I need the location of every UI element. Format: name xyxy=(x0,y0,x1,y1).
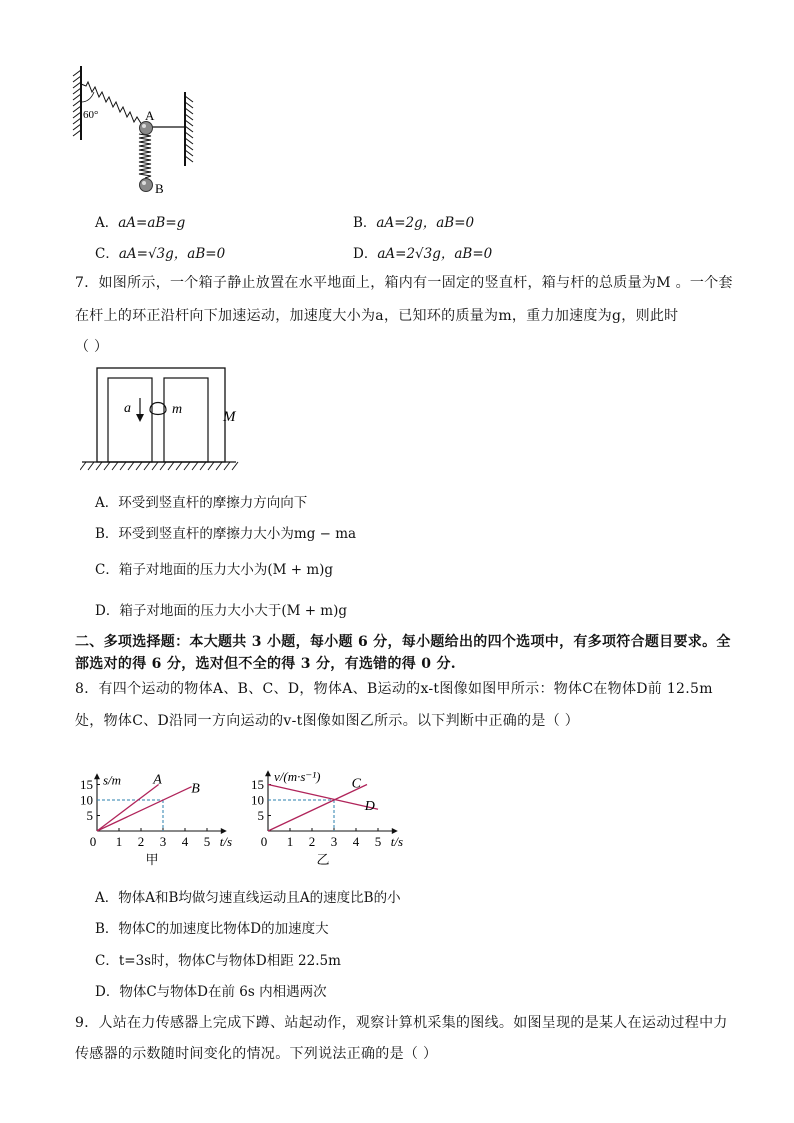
q8-option-b[interactable]: B．物体C的加速度比物体D的加速度大 xyxy=(95,921,329,937)
ball-b xyxy=(140,179,153,192)
q7-option-c[interactable]: C．箱子对地面的压力大小为(M + m)g xyxy=(95,562,334,578)
ball-a xyxy=(140,122,153,135)
q6-option-d[interactable]: D．aA=2√3g，aB=0 xyxy=(353,246,493,262)
x-tick-label: 2 xyxy=(137,834,145,849)
series-label-c: C xyxy=(351,776,361,792)
section-2-heading-line-1: 二、多项选择题：本大题共 3 小题，每小题 6 分，每小题给出的四个选项中，有多项符合题目要求。全 xyxy=(75,634,731,650)
q7-option-d[interactable]: D．箱子对地面的压力大小大于(M + m)g xyxy=(95,603,348,619)
series-label-b: B xyxy=(191,781,200,797)
chart-yi xyxy=(250,742,410,867)
q6-figure xyxy=(68,62,203,198)
x-tick-label: 5 xyxy=(203,834,211,849)
y-tick-label: 10 xyxy=(80,792,93,808)
chart-caption: 乙 xyxy=(316,852,330,867)
y-axis-label: s/m xyxy=(103,772,122,788)
q7-box-mass-label: M xyxy=(223,409,236,425)
x-tick-label: 5 xyxy=(374,834,382,849)
series-line-a xyxy=(97,785,159,832)
q7-stem-line-3: （ ） xyxy=(75,339,109,355)
x-axis-label: t/s xyxy=(390,834,404,849)
q6-option-b[interactable]: B．aA=2g，aB=0 xyxy=(353,215,475,231)
q9-stem-line-1: 9．人站在力传感器上完成下蹲、站起动作，观察计算机采集的图线。如图呈现的是某人在运动过程中力 xyxy=(75,1015,728,1031)
x-tick-label: 1 xyxy=(286,834,294,849)
chart-caption: 甲 xyxy=(145,852,159,867)
q7-option-a[interactable]: A．环受到竖直杆的摩擦力方向向下 xyxy=(95,495,308,511)
x-tick-label: 4 xyxy=(181,834,189,849)
x-tick-label: 3 xyxy=(159,834,167,849)
q7-ring-mass-label: m xyxy=(172,402,183,417)
x-tick-label: 3 xyxy=(330,834,338,849)
q7-stem-line-2: 在杆上的环正沿杆向下加速运动，加速度大小为a，已知环的质量为m，重力加速度为g，则此时 xyxy=(75,308,679,324)
series-label-a: A xyxy=(153,772,162,788)
y-tick-label: 15 xyxy=(80,777,93,792)
chart-jia xyxy=(80,742,240,867)
section-2-heading-line-2: 部选对的得 6 分，选对但不全的得 3 分，有选错的得 0 分. xyxy=(75,656,456,672)
q7-box-figure xyxy=(80,364,250,479)
q6-option-a[interactable]: A．aA=aB=g xyxy=(95,215,186,231)
y-axis-arrow xyxy=(94,773,100,779)
y-tick-label: 10 xyxy=(251,792,264,808)
y-axis-arrow xyxy=(265,770,271,776)
series-line-b xyxy=(97,787,192,831)
q8-stem-line-2: 处，物体C、D沿同一方向运动的v-t图像如图乙所示。以下判断中正确的是（ ） xyxy=(75,713,580,729)
x-tick-label: 0 xyxy=(89,834,97,849)
series-label-d: D xyxy=(364,798,375,814)
x-tick-label: 0 xyxy=(260,834,268,849)
q9-stem-line-2: 传感器的示数随时间变化的情况。下列说法正确的是（ ） xyxy=(75,1046,438,1062)
q8-stem-line-1: 8．有四个运动的物体A、B、C、D，物体A、B运动的x-t图像如图甲所示：物体C在物体D前 12.5m xyxy=(75,681,713,697)
q8-option-a[interactable]: A．物体A和B均做匀速直线运动且A的速度比B的小 xyxy=(95,890,401,906)
label-b: B xyxy=(155,181,164,196)
q7-stem-line-1: 7．如图所示，一个箱子静止放置在水平地面上，箱内有一固定的竖直杆，箱与杆的总质量为M 。一个套 xyxy=(75,275,733,291)
q7-option-b[interactable]: B．环受到竖直杆的摩擦力大小为mg − ma xyxy=(95,526,357,542)
q6-option-c[interactable]: C．aA=√3g，aB=0 xyxy=(95,246,226,262)
x-tick-label: 2 xyxy=(308,834,316,849)
x-tick-label: 4 xyxy=(352,834,360,849)
y-tick-label: 5 xyxy=(86,808,93,823)
x-tick-label: 1 xyxy=(115,834,123,849)
y-tick-label: 15 xyxy=(251,777,264,792)
x-axis-label: t/s xyxy=(219,834,233,849)
y-axis-label: v/(m·s⁻¹) xyxy=(274,769,321,785)
q6-angle-label: 60° xyxy=(83,109,99,121)
q8-option-d[interactable]: D．物体C与物体D在前 6s 内相遇两次 xyxy=(95,984,327,1000)
q8-option-c[interactable]: C．t=3s时，物体C与物体D相距 22.5m xyxy=(95,953,341,969)
q7-accel-label: a xyxy=(124,401,131,416)
y-tick-label: 5 xyxy=(257,808,264,823)
label-a: A xyxy=(145,108,155,123)
